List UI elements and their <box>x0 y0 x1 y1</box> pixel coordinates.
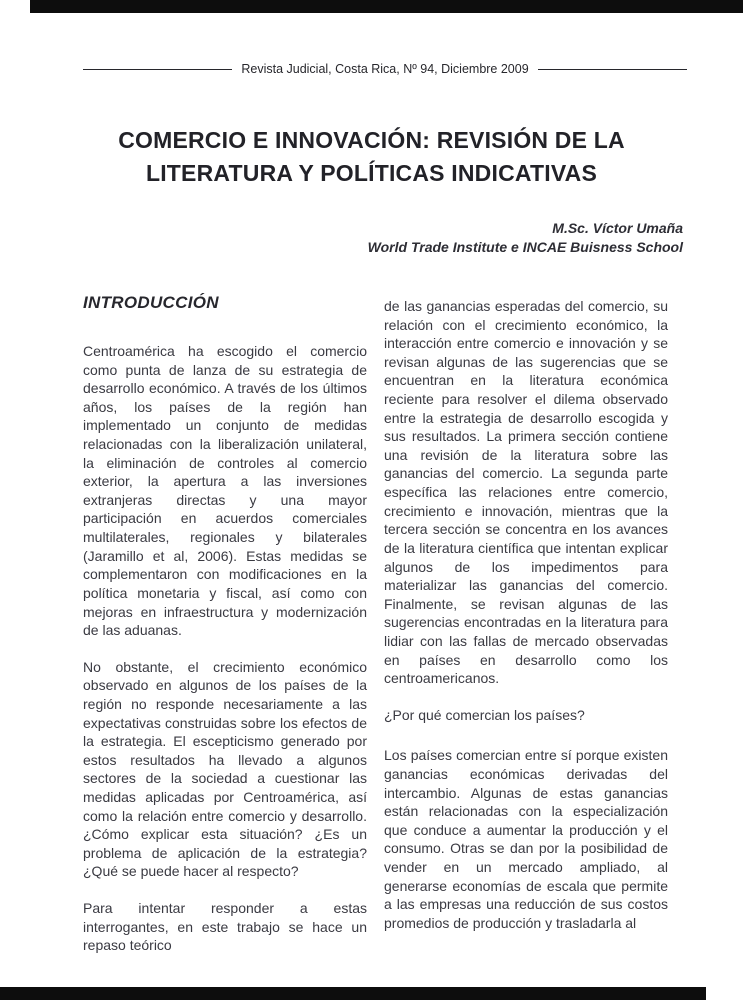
article-body <box>83 293 668 973</box>
journal-header-text: Revista Judicial, Costa Rica, Nº 94, Diciembre 2009 <box>241 62 529 76</box>
author-name: M.Sc. Víctor Umaña <box>552 220 683 236</box>
header-rule-right <box>538 69 687 70</box>
article-title <box>0 124 743 189</box>
journal-header <box>83 62 687 76</box>
paragraph: de las ganancias esperadas del comercio, su relación con el crecimiento económico, la interacción entre comercio e innovación y se revisan algunas de las sugerencias que se encuentran en la literatura económica reciente para resolver el dilema observado entre la estrategia de desarrollo escogida y sus resultados. La primera sección contiene una revisión de la literatura sobre las ganancias del comercio. La segunda parte específica las relaciones entre comercio, crecimiento e innovación, mientras que la tercera sección se concentra en los avances de la literatura científica que intentan explicar algunos de los impedimentos para materializar las ganancias del comercio. Finalmente, se revisan algunas de las sugerencias encontradas en la literatura para lidiar con las fallas de mercado observadas en países en desarrollo como los centroamericanos. <box>384 298 668 687</box>
paragraph: Para intentar responder a estas interrogantes, en este trabajo se hace un repaso teórico <box>83 900 367 954</box>
paragraph: No obstante, el crecimiento económico observado en algunos de los países de la región no responde necesariamente a las expectativas construidas sobre los efectos de la estrategia. El escepticismo generado por estos resultados ha llevado a algunos sectores de la sociedad a cuestionar las medidas aplicadas por Centroamérica, así como la relación entre comercio y desarrollo. ¿Cómo explicar esta situación? ¿Es un problema de aplicación de la estrategia? ¿Qué se puede hacer al respecto? <box>83 658 367 880</box>
scan-artifact-bottom-bar <box>0 987 706 1000</box>
author-affiliation: World Trade Institute e INCAE Buisness School <box>367 239 683 256</box>
article-title-text: COMERCIO E INNOVACIÓN: REVISIÓN DE LA LITERATURA Y POLÍTICAS INDICATIVAS <box>118 127 625 186</box>
header-rule-left <box>83 69 232 70</box>
section-heading-introduccion: INTRODUCCIÓN <box>83 293 219 312</box>
left-column <box>83 293 367 973</box>
subheading-por-que-comercian: ¿Por qué comercian los países? <box>384 706 585 723</box>
scan-artifact-top-bar <box>30 0 743 13</box>
author-block <box>368 219 683 258</box>
right-column <box>384 293 668 973</box>
paragraph: Centroamérica ha escogido el comercio como punta de lanza de su estrategia de desarrollo económico. A través de los últimos años, los países de la región han implementado un conjunto de medidas relacionadas con la liberalización unilateral, la eliminación de controles al comercio exterior, la apertura a las inversiones extranjeras directas y una mayor participación en acuerdos comerciales multilaterales, regionales y bilaterales (Jaramillo et al, 2006). Estas medidas se complementaron con modificaciones en la política monetaria y fiscal, así como con mejoras en infraestructura y modernización de las aduanas. <box>83 343 367 639</box>
paragraph: Los países comercian entre sí porque existen ganancias económicas derivadas del intercambio. Algunas de estas ganancias están relacionadas con la especialización que conduce a aumentar la producción y el consumo. Otras se dan por la posibilidad de vender en un mercado ampliado, al generarse economías de escala que permite a las empresas una reducción de sus costos promedios de producción y trasladarla al <box>384 747 668 931</box>
